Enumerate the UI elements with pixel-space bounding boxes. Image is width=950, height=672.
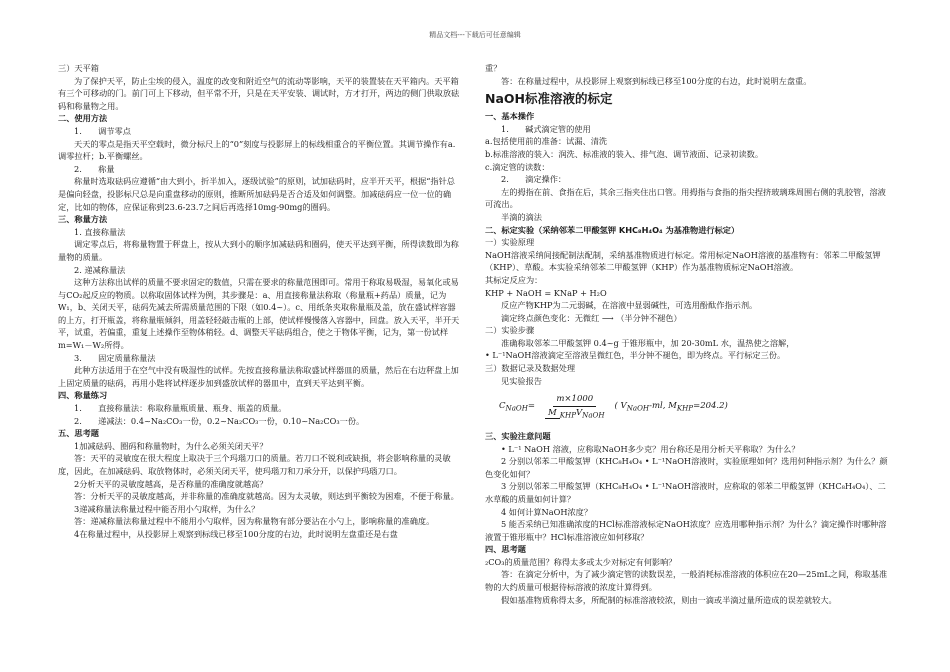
section-heading: 五、思考题 — [58, 428, 99, 439]
formula-fraction — [545, 393, 604, 422]
section-heading: 二、标定实验（采纳邻苯二甲酸氢钾 KHC₈H₄O₄ 为基准物进行标定） — [485, 224, 740, 235]
paragraph: 1. 调节零点 — [74, 125, 131, 136]
paragraph: 重？ — [485, 63, 502, 73]
paragraph: c.滴定管的读数： — [485, 161, 550, 172]
paragraph: 见实验报告 — [501, 375, 542, 386]
paragraph: 为了保护天平，防止尘埃的侵入，温度的改变和附近空气的流动等影响，天平的装置装在天平箱内。天平箱有三个可移动的门。前门可上下移动，但平常不开，只是在天平安装、调试时，方才打开，两边的侧门供取放砝码和称量物之用。 — [58, 75, 460, 111]
paragraph: 2分析天平的灵敏度越高，是否称量的准确度就越高？ — [74, 478, 268, 489]
right-bottom-text — [485, 430, 890, 606]
paragraph: b.标准溶液的装入：润洗、标准液的装入、排气泡、调节液面、记录初读数。 — [485, 148, 764, 159]
paragraph: 2. 递减法：0.4~Na₂CO₃一份，0.2~Na₂CO₃一份，0.10~Na₂CO₃一份。 — [74, 415, 365, 426]
paragraph: 1加减砝码、圈码和称量物时，为什么必须关闭天平？ — [74, 440, 268, 451]
section-heading: 一、基本操作 — [485, 111, 535, 122]
paragraph: KHP + NaOH = KNaP + H₂O — [485, 287, 607, 298]
paragraph: 其标定反应为： — [485, 274, 543, 285]
paragraph: 半滴的滴法 — [501, 211, 542, 222]
section-heading: 三、实验注意问题 — [485, 430, 551, 441]
paragraph: 天天的零点是指天平空载时，微分标尺上的“0”刻度与投影屏上的标线相重合的平衡位置。其调节操作有a.调零拉杆；b.平衡螺丝。 — [58, 138, 456, 162]
paragraph: 5 能否采纳已知准确浓度的HCl标准溶液标定NaOH浓度？应选用哪种指示剂？为什么？滴定操作时哪种溶液置于锥形瓶中？HCl标准溶液应如何移取？ — [485, 519, 887, 542]
paragraph: 答：递减称量法称量过程中不能用小勺取样，因为称量物有部分要沾在小勺上，影响称量的准确度。 — [74, 516, 435, 527]
paragraph: 答：在滴定分析中，为了减少滴定管的读数误差，一般消耗标准溶液的体积应在20—25mL之间，称取基准物的大约质量可根据待标溶液的浓度计算得到。 — [485, 569, 888, 593]
paragraph: 二）实验步骤 — [485, 325, 535, 336]
page-header: 精品文档---下载后可任意编辑 — [429, 31, 521, 39]
paragraph: 1. 直接称量法 — [74, 226, 126, 237]
paragraph: • L⁻¹ NaOH 溶液，应称取NaOH多少克？用台称还是用分析天平称取？为什么？ — [501, 443, 800, 454]
concentration-formula — [499, 393, 890, 422]
paragraph: a.包括使用前的准备：试漏、清洗 — [485, 136, 608, 147]
section-heading: 三、称量方法 — [58, 214, 108, 225]
formula-denominator: M $_{KHP}V_{NaOH}$ — [545, 407, 604, 422]
paragraph: 答：分析天平的灵敏度越高，并非称量的准确度就越高。因为太灵敏，则达到平衡较为困难，不便于称量。 — [74, 491, 459, 502]
formula-condition: ( $V_{NaOH}-ml$, $M_{KHP}=204.2$) — [614, 401, 728, 413]
paragraph: 一）实验原理 — [485, 237, 535, 248]
right-top-text — [485, 62, 890, 87]
paragraph: 三）数据记录及数据处理 — [485, 363, 576, 374]
paragraph: 反应产物KHP为二元弱碱，在溶液中显弱碱性，可选用酚酞作指示剂。 — [501, 300, 758, 311]
right-middle-text — [485, 110, 890, 387]
paragraph: 答：在称量过程中，从投影屏上观察到标线已移至100分度的右边，此时说明左盘重。 — [501, 75, 812, 86]
paragraph: 2. 滴定操作： — [501, 174, 567, 185]
formula-numerator: m×1000 — [553, 393, 596, 407]
paragraph: 此种方法适用于在空气中没有吸湿性的试样。先按直接称量法称取盛试样器皿的质量，然后在右边秤盘上加上固定质量的砝码，再用小匙将试样逐步加到盛放试样的器皿中，直到天平达到平衡。 — [58, 365, 459, 388]
paragraph: 左的拇指在前、食指在后，其余三指夹住出口管。用拇指与食指的指尖捏挤玻璃珠周围右侧的乳胶管，溶液可流出。 — [485, 186, 886, 210]
paragraph: 滴定终点颜色变化：无微红 ⟶ （半分钟不褪色） — [501, 312, 682, 323]
paragraph: 3递减称量法称量过程中能否用小勺取样，为什么？ — [74, 503, 260, 514]
paragraph: 2 分别以邻苯二甲酸氢钾（KHC₈H₄O₄ • L⁻¹NaOH溶液时，实验原理如何？选用何种指示剂？为什么？颜色变化如何？ — [485, 456, 888, 479]
paragraph: 3. 固定质量称量法 — [74, 352, 156, 363]
paragraph: 1. 直接称量法：称取称量瓶质量、瓶身、瓶盖的质量。 — [74, 403, 287, 414]
section-heading: 四、思考题 — [485, 544, 526, 555]
section-heading: 四、称量练习 — [58, 390, 108, 401]
paragraph: 称量时选取砝码应遵循“由大到小，折半加入，逐级试验”的原则，试加砝码时，应半开天平，根据“指针总是偏向轻盘，投影标尺总是向重盘移动的原则，推断所加砝码是否合适及如何调整。加减砝码应一位一位的确定，比如的物体，应保证称到23.6-23.7之间后再选择10mg-90mg的圈码。 — [58, 176, 455, 212]
paragraph: 1. 碱式滴定管的使用 — [501, 123, 591, 134]
paragraph: 三）天平箱 — [58, 63, 99, 73]
paragraph: 准确称取邻苯二甲酸氢钾 0.4~g 于锥形瓶中，加 20-30mL 水，温热使之溶解， — [501, 337, 795, 348]
left-column — [58, 62, 462, 541]
paragraph: 答：天平的灵敏度在很大程度上取决于三个玛瑙刀口的质量。若刀口不锐利或缺损，将会影响称量的灵敏度，因此，在加减砝码、取放物体时，必须关闭天平，使玛瑙刀和刀承分开，以保护玛瑙刀口。 — [58, 453, 451, 476]
paragraph: 4 如何计算NaOH浓度？ — [501, 506, 593, 517]
paragraph: 2. 称量 — [74, 163, 115, 174]
paragraph: 3 分别以邻苯二甲酸氢钾（KHC₈H₄O₄ • L⁻¹NaOH溶液时，应称取的邻苯二甲酸氢钾（KHC₈H₄O₄）、二水草酸的质量如何计算？ — [485, 481, 886, 504]
paragraph: 4在称量过程中，从投影屏上观察到标线已移至100分度的右边，此时说明左盘重还是右盘 — [74, 528, 398, 539]
paragraph: NaOH溶液采纳间接配制法配制，采纳基准物质进行标定。常用标定NaOH溶液的基准物有：邻苯二甲酸氢钾（KHP）、草酸。本实验采纳邻苯二甲酸氢钾（KHP）作为基准物质标定NaOH溶液。 — [485, 249, 881, 273]
formula-lhs: $C_{NaOH}=$ — [499, 401, 536, 413]
right-column — [485, 62, 890, 606]
paragraph: 假如基准物质称得太多，所配制的标准溶液较浓，则由一滴或半滴过量所造成的误差就较大。 — [501, 594, 837, 605]
section-heading: 二、使用方法 — [58, 113, 108, 124]
section-title: NaOH标准溶液的标定 — [485, 91, 613, 107]
paragraph: • L⁻¹NaOH溶液滴定至溶液呈微红色，半分钟不褪色，即为终点。平行标定三份。 — [485, 350, 786, 361]
paragraph: 这种方法称出试样的质量不要求固定的数值，只需在要求的称量范围即可。常用于称取易吸湿，易氧化或易与CO₂起反应的物质。以称取固体试样为例，其步骤是：a、用直接称量法称取（称量瓶+药品）质量，记为W₁，b、关闭天平，砝码先减去所需质量范围的下限（如0.4~）。c、用纸条夹取称量瓶及盖，放在盛试样容器的上方，打开瓶盖，将称量瓶倾斜，用盖轻轻敲击瓶的上部，使试样慢慢落入容器中，回盘。放入天平，半开天平，试重，若偏重，重复上述操作至物体稍轻。d、调整天平砝码组合，使之于物体平衡，记为，第一份试样m=W₁－W₂所得。 — [58, 277, 460, 351]
paragraph: 调定零点后，将称量物置于秤盘上，按从大到小的顺序加减砝码和圈码，使天平达到平衡，所得读数即为称量物的质量。 — [58, 239, 459, 262]
paragraph: 2. 递减称量法 — [74, 264, 126, 275]
paragraph: ₂CO₃的质量范围？称得太多或太少对标定有何影响？ — [485, 556, 677, 567]
